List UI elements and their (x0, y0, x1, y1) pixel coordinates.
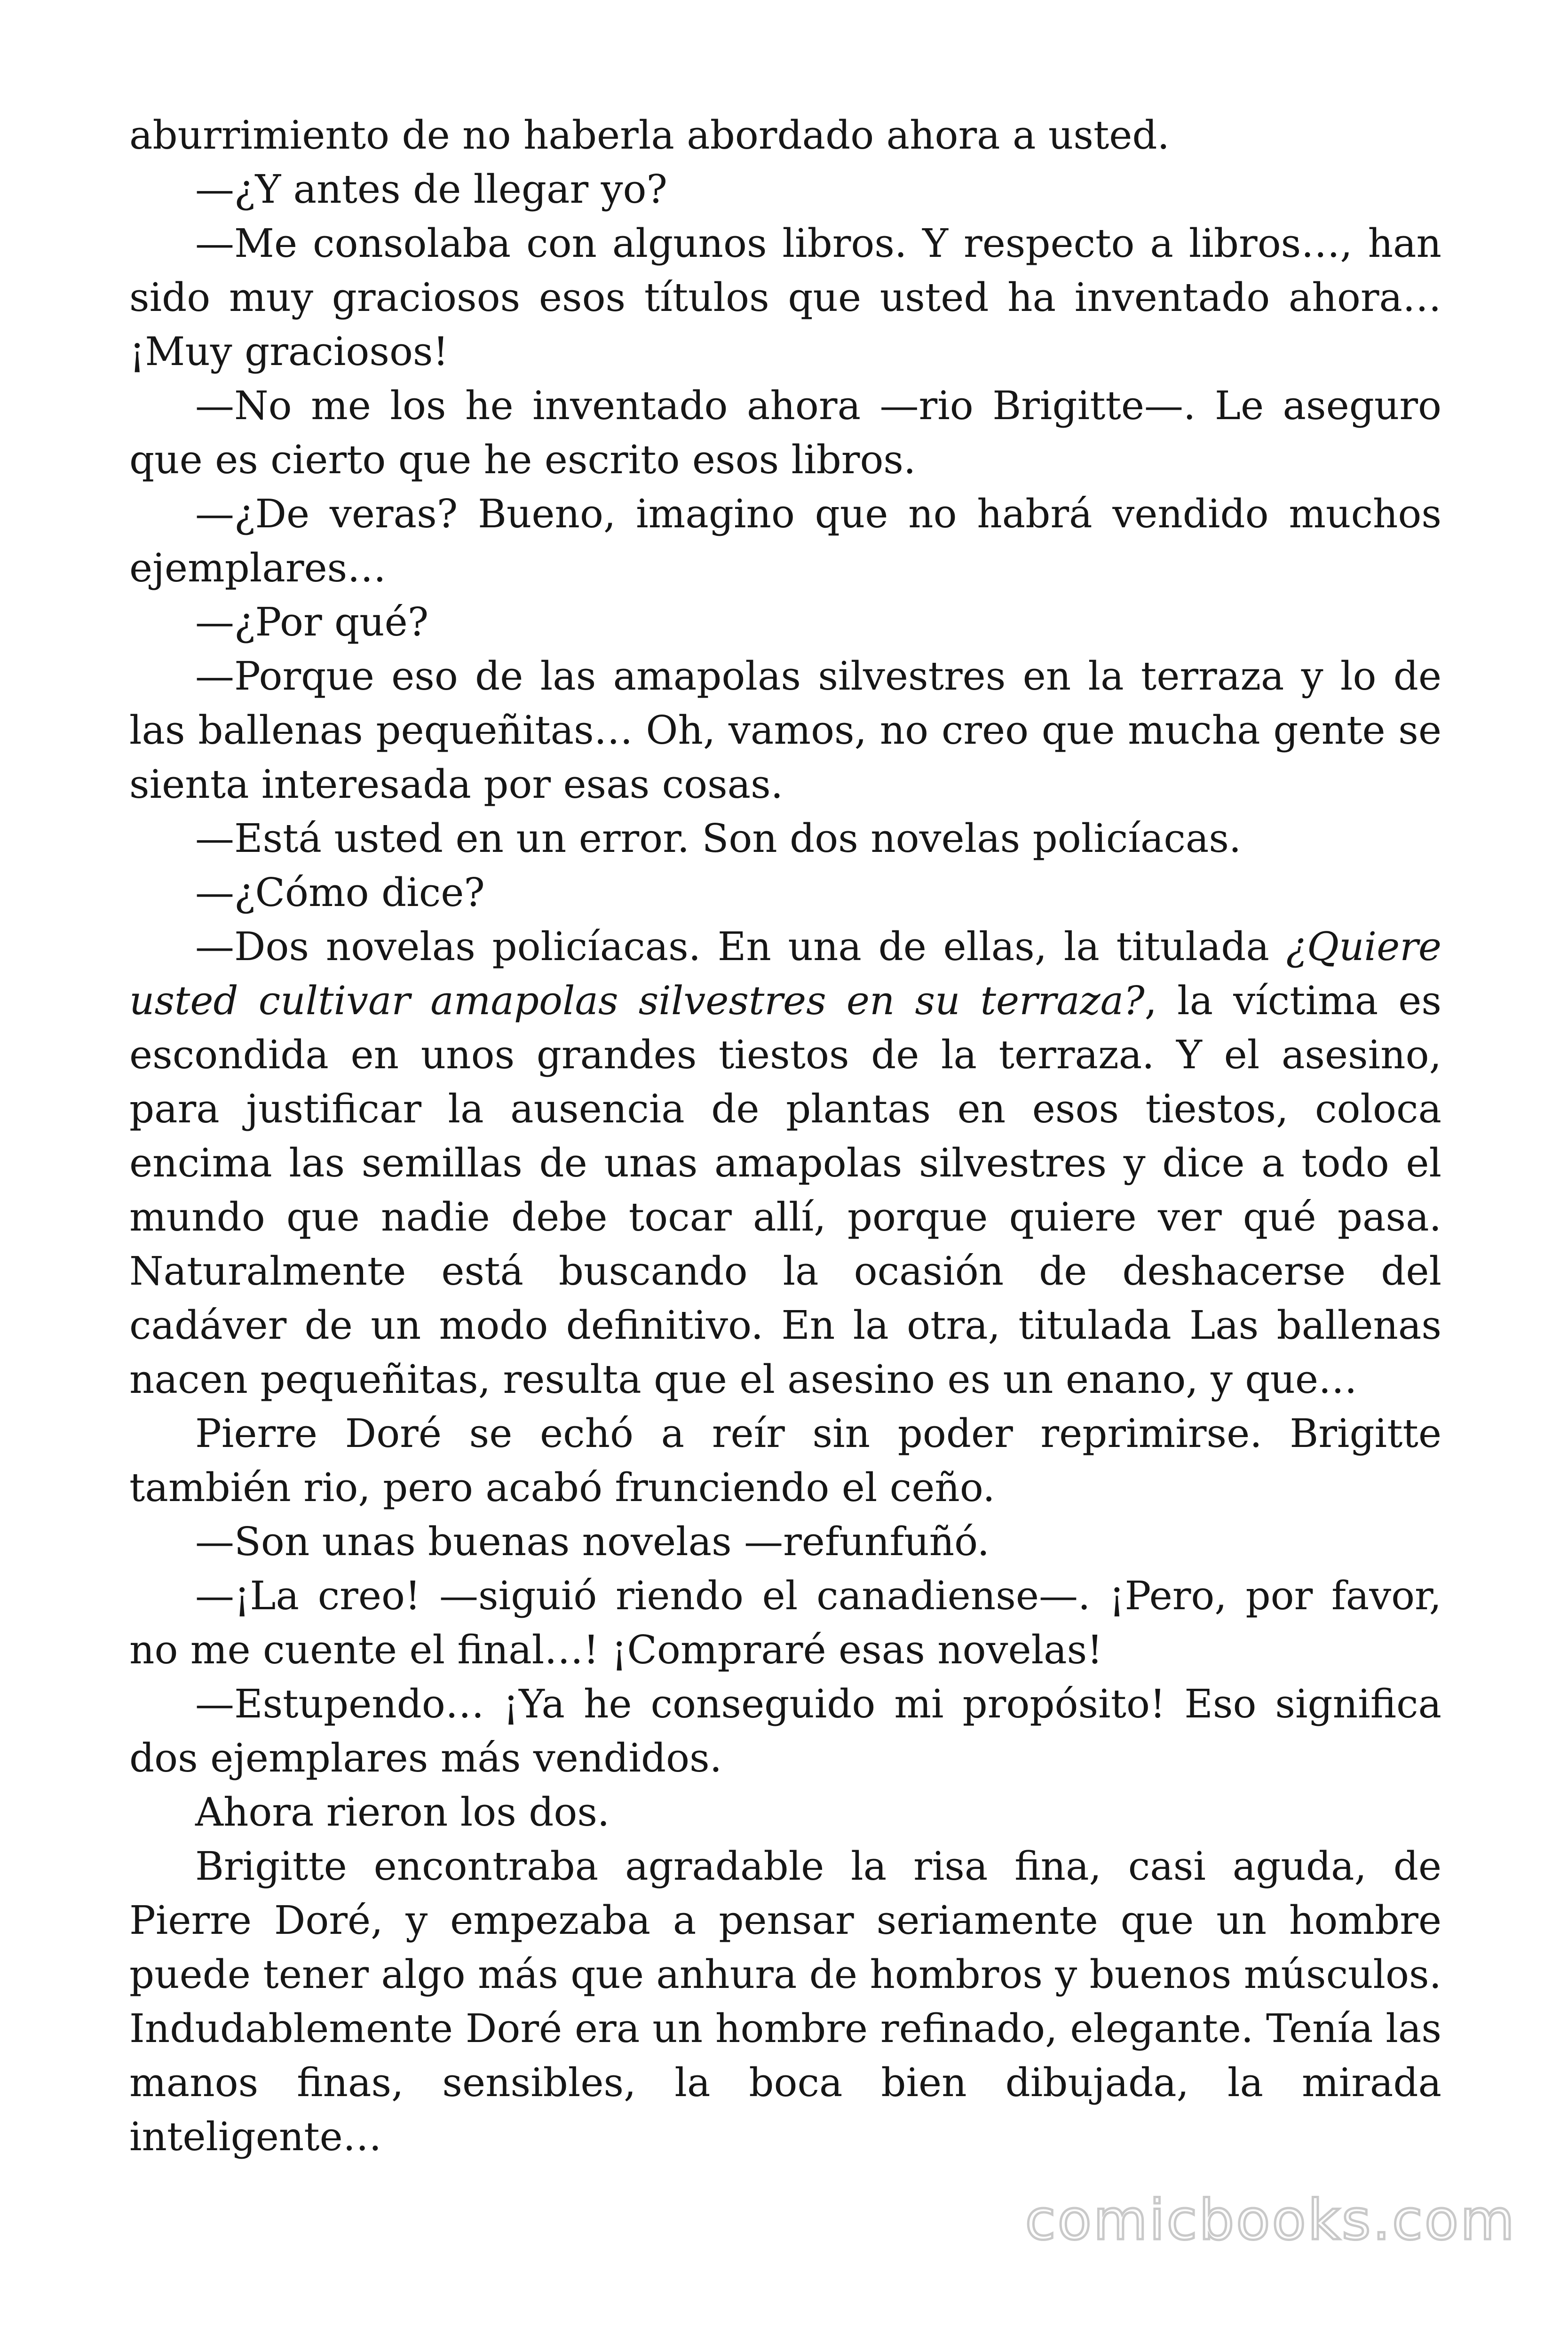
paragraph: —No me los he inventado ahora —rio Brigitte—. Le aseguro que es cierto que he escrito esos libros. (129, 383, 1441, 483)
paragraph-text: , la víctima es escondida en unos grandes tiestos de la terraza. Y el asesino, para justificar la ausencia de plantas en esos tiestos, coloca encima las semillas de unas amapolas silvestres y dice a todo el mundo que nadie debe tocar allí, porque quiere ver qué pasa. Naturalmente está buscando la ocasión de deshacerse del cadáver de un modo definitivo. En la otra, titulada Las ballenas nacen pequeñitas, resulta que el asesino es un enano, y que… (129, 978, 1441, 1402)
paragraph: Brigitte encontraba agradable la risa fina, casi aguda, de Pierre Doré, y empezaba a pensar seriamente que un hombre puede tener algo más que anhura de hombros y buenos músculos. Indudablemente Doré era un hombre refinado, elegante. Tenía las manos finas, sensibles, la boca bien dibujada, la mirada inteligente… (129, 1843, 1441, 2160)
body-text (129, 108, 1441, 2164)
paragraph: —Estupendo… ¡Ya he conseguido mi propósito! Eso significa dos ejemplares más vendidos. (129, 1681, 1441, 1781)
paragraph: —¡La creo! —siguió riendo el canadiense—. ¡Pero, por favor, no me cuente el final…! ¡Compraré esas novelas! (129, 1573, 1441, 1673)
paragraph: Ahora rieron los dos. (195, 1789, 610, 1835)
paragraph: —Está usted en un error. Son dos novelas policíacas. (195, 816, 1242, 861)
paragraph: —¿De veras? Bueno, imagino que no habrá vendido muchos ejemplares… (129, 491, 1441, 591)
paragraph: aburrimiento de no haberla abordado ahora a usted. (129, 112, 1170, 158)
paragraph: —¿Por qué? (195, 599, 429, 645)
watermark: comicbooks.com (1025, 2187, 1516, 2252)
paragraph: Pierre Doré se echó a reír sin poder reprimirse. Brigitte también rio, pero acabó frunciendo el ceño. (129, 1411, 1441, 1510)
paragraph (129, 920, 1441, 1406)
paragraph: —¿Cómo dice? (195, 870, 485, 915)
paragraph: —Me consolaba con algunos libros. Y respecto a libros…, han sido muy graciosos esos títulos que usted ha inventado ahora… ¡Muy graciosos! (129, 221, 1441, 374)
paragraph-text: —Dos novelas policíacas. En una de ellas, la titulada (195, 924, 1286, 969)
paragraph: —Son unas buenas novelas —refunfuñó. (195, 1519, 990, 1565)
paragraph: —Porque eso de las amapolas silvestres en la terraza y lo de las ballenas pequeñitas… Oh, vamos, no creo que mucha gente se sienta interesada por esas cosas. (129, 653, 1441, 807)
paragraph: —¿Y antes de llegar yo? (195, 167, 667, 212)
book-title-italic: ¿Quiere usted cultivar amapolas silvestres en su terraza? (129, 924, 1441, 1024)
